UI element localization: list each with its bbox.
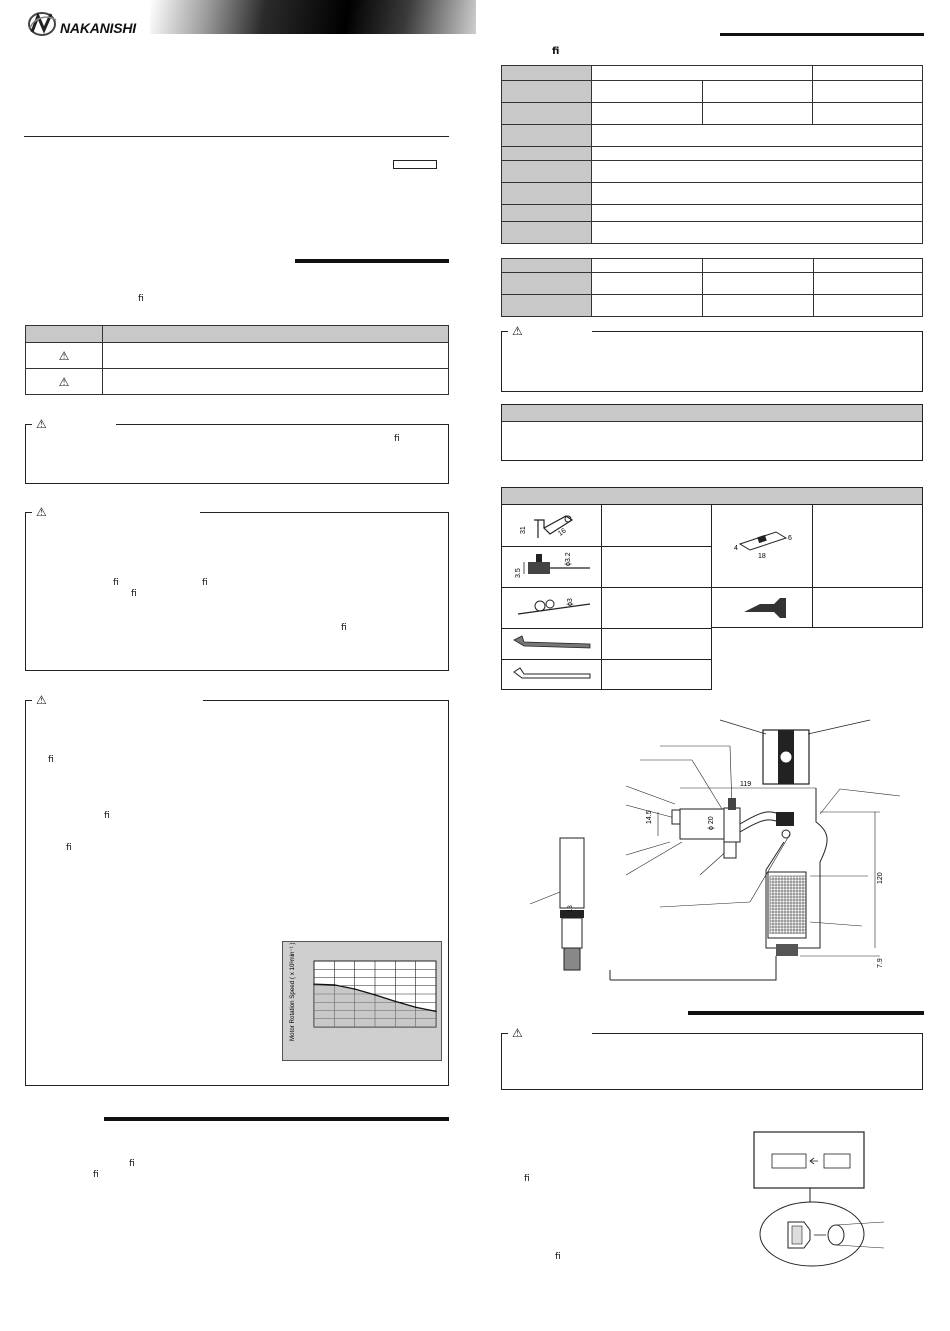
chart-point bbox=[435, 1011, 437, 1013]
chart-point bbox=[334, 984, 336, 986]
divider bbox=[601, 504, 602, 690]
section-rule bbox=[295, 259, 449, 263]
table-row bbox=[502, 295, 923, 317]
table-row bbox=[502, 273, 923, 295]
table-cell bbox=[591, 205, 922, 222]
table-row bbox=[26, 369, 449, 395]
note-header bbox=[502, 405, 922, 422]
caution-box bbox=[501, 1033, 923, 1090]
divider bbox=[812, 504, 813, 628]
dimension-label: ϕ3.2 bbox=[565, 552, 572, 566]
dimension-label: 3.5 bbox=[515, 568, 522, 578]
fi-ligature: fi bbox=[66, 843, 72, 853]
table-cell bbox=[813, 66, 923, 81]
dimension-label: 14.5 bbox=[646, 810, 653, 824]
table-cell bbox=[592, 273, 703, 295]
table-row bbox=[502, 125, 923, 147]
warning-triangle-icon: ⚠ bbox=[36, 417, 47, 431]
table-cell bbox=[814, 273, 923, 295]
spec-table bbox=[501, 65, 923, 244]
divider bbox=[711, 587, 923, 588]
table-cell bbox=[591, 125, 922, 147]
section-rule bbox=[720, 33, 924, 36]
dimension-label: 119 bbox=[740, 781, 752, 788]
table-cell bbox=[502, 103, 592, 125]
table-row bbox=[502, 161, 923, 183]
table-cell bbox=[591, 81, 702, 103]
table-header-cell bbox=[26, 326, 103, 343]
table-cell bbox=[591, 222, 922, 244]
chart-point bbox=[313, 983, 315, 985]
table-cell bbox=[591, 103, 702, 125]
table-header-cell bbox=[103, 326, 449, 343]
fi-ligature: fi bbox=[113, 578, 119, 588]
table-cell bbox=[26, 343, 103, 369]
fi-ligature: fi bbox=[555, 1252, 561, 1262]
table-cell bbox=[502, 259, 592, 273]
warning-triangle-icon: ⚠ bbox=[36, 505, 47, 519]
table-cell bbox=[592, 259, 703, 273]
table-cell bbox=[502, 183, 592, 205]
table-cell bbox=[703, 273, 814, 295]
hex-key-drawing bbox=[510, 548, 594, 586]
table-cell bbox=[591, 66, 812, 81]
table-header-row bbox=[26, 326, 449, 343]
chart-point bbox=[395, 1001, 397, 1003]
divider bbox=[501, 659, 712, 660]
accessories-header bbox=[501, 487, 923, 505]
dimension-label: 4 bbox=[734, 545, 738, 552]
dimension-label: 120 bbox=[877, 872, 884, 884]
speed-chart bbox=[282, 941, 442, 1061]
table-cell bbox=[591, 147, 922, 161]
divider bbox=[501, 628, 712, 629]
table-cell bbox=[814, 295, 923, 317]
table-cell bbox=[103, 343, 449, 369]
caution-legend bbox=[32, 417, 116, 431]
table-cell bbox=[103, 369, 449, 395]
warning-box bbox=[25, 512, 449, 671]
brand-name: NAKANISHI bbox=[60, 20, 136, 36]
caution-box bbox=[501, 331, 923, 392]
table-cell bbox=[591, 161, 922, 183]
dimension-label: 31 bbox=[520, 526, 527, 534]
caution-legend bbox=[508, 1026, 592, 1040]
divider bbox=[24, 136, 449, 137]
dimension-label: 16 bbox=[557, 527, 568, 538]
warning-legend bbox=[32, 505, 200, 519]
table-cell bbox=[814, 259, 923, 273]
table-cell bbox=[591, 183, 922, 205]
table-cell bbox=[502, 125, 592, 147]
table-cell bbox=[702, 81, 813, 103]
divider bbox=[501, 587, 712, 588]
safety-symbol-table bbox=[25, 325, 449, 395]
dimension-label: 7.9 bbox=[877, 958, 884, 968]
fi-ligature: fi bbox=[131, 589, 137, 599]
table-row bbox=[502, 66, 923, 81]
table-row bbox=[502, 183, 923, 205]
header-graphic-band bbox=[150, 0, 476, 34]
dimension-label: 6 bbox=[788, 535, 792, 542]
warning-triangle-icon: ⚠ bbox=[58, 348, 70, 363]
table-row bbox=[502, 103, 923, 125]
chart-point bbox=[354, 988, 356, 990]
table-cell bbox=[813, 103, 923, 125]
table-cell bbox=[502, 295, 592, 317]
warning-triangle-icon: ⚠ bbox=[512, 324, 523, 338]
dimension-label: ϕ 20 bbox=[708, 816, 715, 830]
spanner-drawing bbox=[510, 662, 594, 686]
model-code-box bbox=[393, 160, 437, 169]
warning-legend bbox=[32, 693, 203, 707]
connection-diagram bbox=[750, 1130, 910, 1275]
table-cell bbox=[502, 273, 592, 295]
table-cell bbox=[502, 205, 592, 222]
table-cell bbox=[502, 161, 592, 183]
spec-table-2 bbox=[501, 258, 923, 317]
chart-point bbox=[415, 1006, 417, 1008]
table-cell bbox=[703, 295, 814, 317]
fi-ligature: fi bbox=[93, 1170, 99, 1180]
table-row bbox=[502, 222, 923, 244]
chart-y-axis-label: Motor Rotation Speed ( x 10³min⁻¹ ) bbox=[289, 942, 296, 1041]
note-box bbox=[501, 404, 923, 461]
fi-ligature: fi bbox=[48, 755, 54, 765]
table-row bbox=[502, 81, 923, 103]
spanner-long-drawing bbox=[510, 632, 594, 656]
table-cell bbox=[592, 295, 703, 317]
dimension-label: 13 bbox=[568, 905, 574, 912]
table-row bbox=[502, 205, 923, 222]
section-rule bbox=[688, 1011, 924, 1015]
wrench-drawing bbox=[510, 508, 594, 544]
nozzle-drawing bbox=[740, 594, 790, 624]
collet-clip-drawing bbox=[730, 520, 802, 560]
table-cell bbox=[813, 81, 923, 103]
table-cell bbox=[502, 81, 592, 103]
spindle-technical-drawing bbox=[520, 712, 930, 987]
table-row bbox=[26, 343, 449, 369]
divider bbox=[501, 546, 712, 547]
table-row bbox=[502, 147, 923, 161]
table-cell bbox=[502, 147, 592, 161]
warning-triangle-icon: ⚠ bbox=[58, 374, 70, 389]
table-cell bbox=[26, 369, 103, 395]
fi-ligature: fi bbox=[129, 1159, 135, 1169]
warning-triangle-icon: ⚠ bbox=[512, 1026, 523, 1040]
caution-box bbox=[25, 424, 449, 484]
section-rule bbox=[104, 1117, 449, 1121]
fi-ligature: fi bbox=[394, 434, 400, 444]
fi-ligature: fi bbox=[104, 811, 110, 821]
cleaning-rod-drawing bbox=[510, 590, 594, 626]
fi-ligature: fi bbox=[341, 623, 347, 633]
chart-point bbox=[374, 994, 376, 996]
table-cell bbox=[502, 66, 592, 81]
dimension-label: 18 bbox=[758, 553, 766, 560]
fi-ligature: fi bbox=[202, 578, 208, 588]
fi-ligature: fi bbox=[552, 46, 560, 57]
table-cell bbox=[702, 103, 813, 125]
table-row bbox=[502, 259, 923, 273]
fi-ligature: fi bbox=[138, 294, 144, 304]
warning-triangle-icon: ⚠ bbox=[36, 693, 47, 707]
table-cell bbox=[502, 222, 592, 244]
dimension-label: ϕ3 bbox=[567, 598, 574, 606]
caution-legend bbox=[508, 324, 592, 338]
table-cell bbox=[703, 259, 814, 273]
fi-ligature: fi bbox=[524, 1174, 530, 1184]
